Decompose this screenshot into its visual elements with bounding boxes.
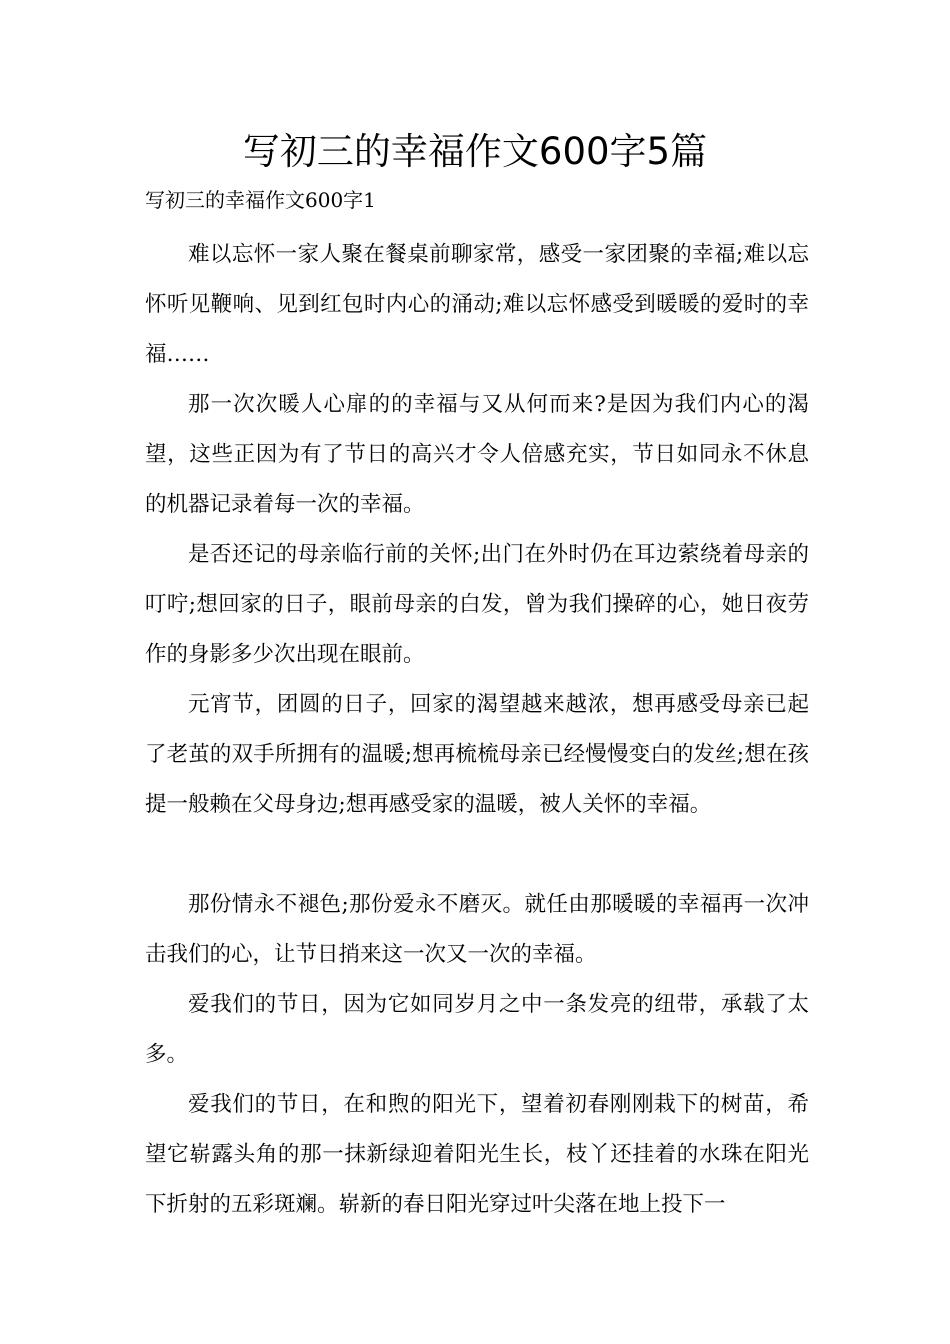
section-heading: 写初三的幸福作文600字1 — [145, 188, 376, 212]
paragraph-spacer — [145, 830, 809, 880]
paragraph-7: 爱我们的节日，在和煦的阳光下，望着初春刚刚栽下的树苗，希望它崭露头角的那一抹新绿迎着阳光生长，枝丫还挂着的水珠在阳光下折射的五彩斑斓。崭新的春日阳光穿过叶尖落在地上投下一 — [145, 1092, 809, 1217]
paragraph-3: 是否还记的母亲临行前的关怀;出门在外时仍在耳边萦绕着母亲的叮咛;想回家的日子，眼前母亲的白发，曾为我们操碎的心，她日夜劳作的身影多少次出现在眼前。 — [145, 542, 809, 667]
paragraph-4: 元宵节，团圆的日子，回家的渴望越来越浓，想再感受母亲已起了老茧的双手所拥有的温暖;想再梳梳母亲已经慢慢变白的发丝;想在孩提一般赖在父母身边;想再感受家的温暖，被人关怀的幸福。 — [145, 692, 809, 817]
document-title: 写初三的幸福作文600字5篇 — [242, 130, 708, 173]
paragraph-6: 爱我们的节日，因为它如同岁月之中一条发亮的纽带，承载了太多。 — [145, 992, 809, 1067]
document-body — [145, 230, 809, 1230]
paragraph-2: 那一次次暖人心扉的的幸福与又从何而来?是因为我们内心的渴望，这些正因为有了节日的高兴才令人倍感充实，节日如同永不休息的机器记录着每一次的幸福。 — [145, 392, 809, 517]
paragraph-1: 难以忘怀一家人聚在餐桌前聊家常，感受一家团聚的幸福;难以忘怀听见鞭响、见到红包时内心的涌动;难以忘怀感受到暖暖的爱时的幸福…… — [145, 242, 809, 367]
paragraph-5: 那份情永不褪色;那份爱永不磨灭。就任由那暖暖的幸福再一次冲击我们的心，让节日捎来这一次又一次的幸福。 — [145, 892, 809, 967]
